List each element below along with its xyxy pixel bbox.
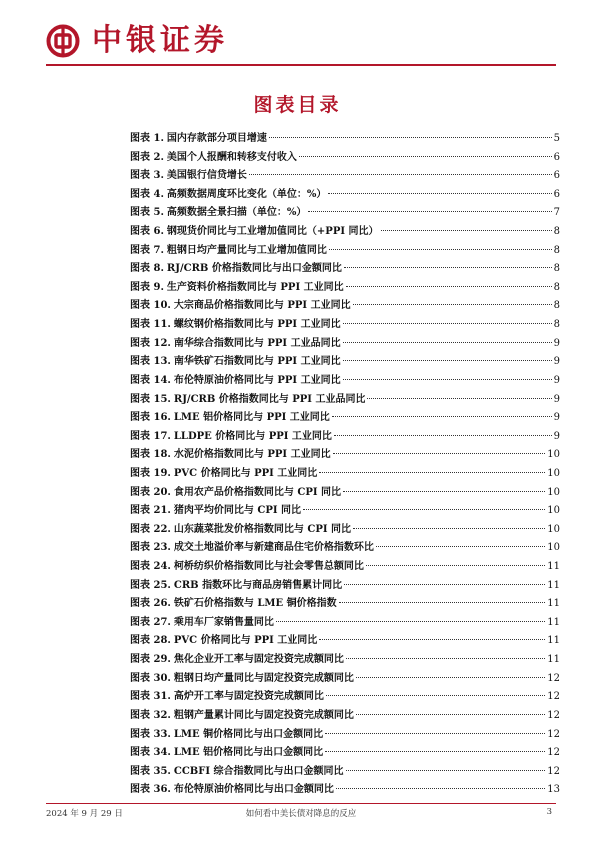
toc-entry[interactable] bbox=[130, 223, 560, 242]
toc-entry-label: 图表 6. bbox=[130, 226, 164, 238]
page-header bbox=[0, 0, 595, 70]
toc-entry-title: 高频数据周度环比变化（单位：%） bbox=[166, 188, 327, 200]
toc-entry-page: 12 bbox=[547, 747, 560, 759]
bank-of-china-logo-icon bbox=[46, 24, 80, 58]
toc-entry-label: 图表 32. bbox=[130, 709, 171, 721]
toc-entry[interactable] bbox=[130, 446, 560, 465]
toc-entry-label: 图表 30. bbox=[130, 672, 171, 684]
toc-entry-title: RJ/CRB 价格指数同比与 PPI 工业品同比 bbox=[173, 393, 366, 405]
toc-entry-title: 焦化企业开工率与固定投资完成额同比 bbox=[173, 654, 344, 666]
toc-entry[interactable] bbox=[130, 260, 560, 279]
toc-dot-leader bbox=[269, 137, 552, 138]
toc-entry-label: 图表 7. bbox=[130, 244, 164, 256]
toc-entry[interactable] bbox=[130, 763, 560, 782]
toc-list bbox=[130, 130, 560, 800]
toc-dot-leader bbox=[303, 509, 545, 510]
toc-entry-page: 11 bbox=[547, 654, 560, 666]
toc-entry-label: 图表 18. bbox=[130, 449, 171, 461]
toc-entry-page: 9 bbox=[553, 374, 560, 386]
toc-entry-title: 乘用车厂家销售量同比 bbox=[173, 616, 274, 628]
toc-entry-title: 生产资料价格指数同比与 PPI 工业同比 bbox=[166, 281, 344, 293]
toc-entry[interactable] bbox=[130, 502, 560, 521]
toc-dot-leader bbox=[376, 546, 545, 547]
toc-entry[interactable] bbox=[130, 372, 560, 391]
toc-entry[interactable] bbox=[130, 316, 560, 335]
toc-entry-label: 图表 33. bbox=[130, 728, 171, 740]
toc-entry-title: 高炉开工率与固定投资完成额同比 bbox=[173, 691, 324, 703]
toc-entry[interactable] bbox=[130, 484, 560, 503]
toc-entry[interactable] bbox=[130, 688, 560, 707]
toc-entry-page: 10 bbox=[547, 523, 560, 535]
footer-date: 2024 年 9 月 29 日 bbox=[46, 809, 123, 819]
toc-entry-label: 图表 26. bbox=[130, 598, 171, 610]
toc-entry-title: 钢现货价同比与工业增加值同比（+PPI 同比） bbox=[166, 226, 379, 238]
toc-entry-page: 12 bbox=[547, 672, 560, 684]
toc-entry-title: 南华铁矿石指数同比与 PPI 工业同比 bbox=[173, 356, 341, 368]
toc-entry-page: 10 bbox=[547, 449, 560, 461]
toc-entry-label: 图表 12. bbox=[130, 337, 171, 349]
toc-dot-leader bbox=[299, 156, 552, 157]
toc-entry[interactable] bbox=[130, 577, 560, 596]
toc-dot-leader bbox=[356, 677, 545, 678]
toc-dot-leader bbox=[333, 453, 546, 454]
toc-entry-label: 图表 20. bbox=[130, 486, 171, 498]
toc-entry-page: 11 bbox=[547, 598, 560, 610]
toc-entry[interactable] bbox=[130, 279, 560, 298]
toc-entry-label: 图表 10. bbox=[130, 300, 171, 312]
toc-entry-title: 南华综合指数同比与 PPI 工业品同比 bbox=[173, 337, 341, 349]
toc-entry-page: 9 bbox=[553, 412, 560, 424]
toc-entry-page: 10 bbox=[547, 542, 560, 554]
toc-dot-leader bbox=[334, 435, 552, 436]
toc-dot-leader bbox=[344, 267, 552, 268]
toc-entry[interactable] bbox=[130, 353, 560, 372]
toc-dot-leader bbox=[308, 211, 551, 212]
toc-entry-page: 8 bbox=[553, 263, 560, 275]
brand-name: 中银证券 bbox=[92, 23, 228, 58]
toc-entry-page: 11 bbox=[547, 635, 560, 647]
toc-entry-title: PVC 价格同比与 PPI 工业同比 bbox=[173, 635, 318, 647]
toc-entry-label: 图表 34. bbox=[130, 747, 171, 759]
toc-entry-title: LME 铝价格同比与 PPI 工业同比 bbox=[173, 412, 330, 424]
toc-entry-page: 8 bbox=[553, 281, 560, 293]
toc-entry-title: 美国个人报酬和转移支付收入 bbox=[166, 151, 297, 163]
toc-dot-leader bbox=[381, 230, 552, 231]
toc-entry-page: 8 bbox=[553, 244, 560, 256]
toc-entry-title: LLDPE 价格同比与 PPI 工业同比 bbox=[173, 430, 332, 442]
toc-entry-label: 图表 31. bbox=[130, 691, 171, 703]
toc-entry[interactable] bbox=[130, 409, 560, 428]
toc-dot-leader bbox=[343, 491, 545, 492]
toc-entry-title: 水泥价格指数同比与 PPI 工业同比 bbox=[173, 449, 331, 461]
toc-entry[interactable] bbox=[130, 614, 560, 633]
toc-entry[interactable] bbox=[130, 465, 560, 484]
toc-entry[interactable] bbox=[130, 744, 560, 763]
toc-entry-label: 图表 19. bbox=[130, 467, 171, 479]
toc-dot-leader bbox=[328, 193, 551, 194]
toc-entry-label: 图表 36. bbox=[130, 784, 171, 796]
toc-entry-label: 图表 14. bbox=[130, 374, 171, 386]
toc-entry[interactable] bbox=[130, 167, 560, 186]
toc-entry-page: 10 bbox=[547, 486, 560, 498]
toc-entry[interactable] bbox=[130, 297, 560, 316]
toc-entry-title: CCBFI 综合指数同比与出口金额同比 bbox=[173, 765, 344, 777]
toc-dot-leader bbox=[346, 770, 546, 771]
toc-entry[interactable] bbox=[130, 130, 560, 149]
toc-entry[interactable] bbox=[130, 391, 560, 410]
toc-entry-label: 图表 25. bbox=[130, 579, 171, 591]
toc-entry-title: 高频数据全景扫描（单位：%） bbox=[166, 207, 307, 219]
toc-entry-page: 12 bbox=[547, 709, 560, 721]
toc-dot-leader bbox=[353, 304, 552, 305]
toc-dot-leader bbox=[325, 733, 545, 734]
toc-entry[interactable] bbox=[130, 670, 560, 689]
toc-dot-leader bbox=[356, 714, 545, 715]
toc-entry-title: 螺纹钢价格指数同比与 PPI 工业同比 bbox=[173, 319, 341, 331]
toc-entry-page: 12 bbox=[547, 691, 560, 703]
toc-entry-page: 8 bbox=[553, 319, 560, 331]
page-footer bbox=[46, 807, 556, 823]
toc-entry-label: 图表 23. bbox=[130, 542, 171, 554]
toc-entry-title: CRB 指数环比与商品房销售累计同比 bbox=[173, 579, 343, 591]
toc-entry[interactable] bbox=[130, 242, 560, 261]
toc-entry-title: 布伦特原油价格同比与 PPI 工业同比 bbox=[173, 374, 341, 386]
toc-entry-page: 8 bbox=[553, 300, 560, 312]
toc-dot-leader bbox=[353, 528, 545, 529]
footer-page-number: 3 bbox=[546, 807, 552, 817]
toc-entry-label: 图表 29. bbox=[130, 654, 171, 666]
toc-entry-label: 图表 1. bbox=[130, 133, 164, 144]
footer-report-title: 如何看中美长债对降息的反应 bbox=[245, 809, 357, 819]
toc-dot-leader bbox=[343, 342, 552, 343]
toc-dot-leader bbox=[339, 602, 546, 603]
toc-entry-label: 图表 5. bbox=[130, 207, 164, 219]
toc-title: 图表目录 bbox=[253, 94, 342, 116]
toc-entry-page: 7 bbox=[553, 207, 560, 219]
toc-entry-page: 11 bbox=[547, 561, 560, 573]
toc-entry-title: 铁矿石价格指数与 LME 铜价格指数 bbox=[173, 598, 337, 610]
toc-entry[interactable] bbox=[130, 521, 560, 540]
toc-entry-label: 图表 2. bbox=[130, 151, 164, 163]
toc-entry-page: 9 bbox=[553, 430, 560, 442]
toc-dot-leader bbox=[329, 249, 552, 250]
toc-entry-title: LME 铝价格同比与出口金额同比 bbox=[173, 747, 324, 759]
toc-entry-title: 大宗商品价格指数同比与 PPI 工业同比 bbox=[173, 300, 351, 312]
toc-entry[interactable] bbox=[130, 707, 560, 726]
toc-entry-title: 粗钢日均产量同比与工业增加值同比 bbox=[166, 244, 327, 256]
toc-entry-page: 12 bbox=[547, 728, 560, 740]
toc-entry-label: 图表 24. bbox=[130, 561, 171, 573]
toc-dot-leader bbox=[319, 472, 545, 473]
toc-entry-title: 粗钢日均产量同比与固定投资完成额同比 bbox=[173, 672, 354, 684]
toc-entry[interactable] bbox=[130, 186, 560, 205]
toc-entry[interactable] bbox=[130, 595, 560, 614]
toc-dot-leader bbox=[326, 695, 545, 696]
toc-entry-label: 图表 28. bbox=[130, 635, 171, 647]
toc-entry-page: 12 bbox=[547, 765, 560, 777]
toc-dot-leader bbox=[343, 379, 552, 380]
toc-dot-leader bbox=[276, 621, 545, 622]
toc-entry-title: 山东蔬菜批发价格指数同比与 CPI 同比 bbox=[173, 523, 352, 535]
toc-entry-label: 图表 3. bbox=[130, 170, 164, 182]
toc-dot-leader bbox=[319, 639, 545, 640]
toc-entry[interactable] bbox=[130, 539, 560, 558]
toc-entry-label: 图表 8. bbox=[130, 263, 164, 275]
toc-dot-leader bbox=[344, 584, 545, 585]
toc-entry-title: RJ/CRB 价格指数同比与出口金额同比 bbox=[166, 263, 342, 275]
toc-entry-page: 9 bbox=[553, 356, 560, 368]
toc-entry-label: 图表 15. bbox=[130, 393, 171, 405]
toc-dot-leader bbox=[336, 788, 545, 789]
toc-entry-label: 图表 11. bbox=[130, 319, 171, 331]
toc-entry-page: 5 bbox=[553, 133, 560, 144]
toc-entry[interactable] bbox=[130, 204, 560, 223]
toc-entry-title: PVC 价格同比与 PPI 工业同比 bbox=[173, 467, 318, 479]
toc-entry-page: 9 bbox=[553, 393, 560, 405]
toc-dot-leader bbox=[343, 360, 552, 361]
toc-dot-leader bbox=[367, 398, 551, 399]
toc-entry-page: 11 bbox=[547, 616, 560, 628]
toc-entry[interactable] bbox=[130, 428, 560, 447]
toc-entry-title: LME 铜价格同比与出口金额同比 bbox=[173, 728, 324, 740]
toc-entry-title: 猪肉平均价同比与 CPI 同比 bbox=[173, 505, 302, 517]
toc-entry[interactable] bbox=[130, 149, 560, 168]
toc-dot-leader bbox=[325, 751, 545, 752]
toc-entry-page: 6 bbox=[553, 188, 560, 200]
toc-entry-title: 粗钢产量累计同比与固定投资完成额同比 bbox=[173, 709, 354, 721]
toc-entry-label: 图表 13. bbox=[130, 356, 171, 368]
toc-entry-page: 9 bbox=[553, 337, 560, 349]
toc-entry-page: 10 bbox=[547, 505, 560, 517]
toc-dot-leader bbox=[249, 174, 552, 175]
toc-dot-leader bbox=[346, 286, 552, 287]
toc-entry[interactable] bbox=[130, 335, 560, 354]
toc-dot-leader bbox=[366, 565, 545, 566]
toc-entry[interactable] bbox=[130, 726, 560, 745]
toc-entry[interactable] bbox=[130, 558, 560, 577]
footer-divider bbox=[46, 803, 556, 804]
toc-dot-leader bbox=[346, 658, 545, 659]
toc-dot-leader bbox=[332, 416, 552, 417]
toc-entry-page: 6 bbox=[553, 170, 560, 182]
toc-entry-page: 13 bbox=[547, 784, 560, 796]
toc-entry[interactable] bbox=[130, 781, 560, 800]
toc-entry-label: 图表 35. bbox=[130, 765, 171, 777]
toc-entry-title: 布伦特原油价格同比与出口金额同比 bbox=[173, 784, 334, 796]
header-divider bbox=[46, 64, 556, 66]
toc-entry-title: 美国银行信贷增长 bbox=[166, 170, 247, 182]
toc-entry-label: 图表 17. bbox=[130, 430, 171, 442]
toc-entry-label: 图表 9. bbox=[130, 281, 164, 293]
toc-entry-page: 6 bbox=[553, 151, 560, 163]
toc-entry-title: 柯桥纺织价格指数同比与社会零售总额同比 bbox=[173, 561, 364, 573]
toc-entry-label: 图表 16. bbox=[130, 412, 171, 424]
toc-entry[interactable] bbox=[130, 651, 560, 670]
toc-entry-label: 图表 4. bbox=[130, 188, 164, 200]
toc-entry-page: 10 bbox=[547, 467, 560, 479]
toc-entry-label: 图表 27. bbox=[130, 616, 171, 628]
toc-entry-label: 图表 22. bbox=[130, 523, 171, 535]
toc-entry-page: 11 bbox=[547, 579, 560, 591]
toc-dot-leader bbox=[343, 323, 552, 324]
toc-entry-label: 图表 21. bbox=[130, 505, 171, 517]
toc-entry-title: 成交土地溢价率与新建商品住宅价格指数环比 bbox=[173, 542, 374, 554]
toc-entry-title: 国内存款部分项目增速 bbox=[166, 133, 267, 144]
toc-entry[interactable] bbox=[130, 632, 560, 651]
toc-entry-page: 8 bbox=[553, 226, 560, 238]
toc-entry-title: 食用农产品价格指数同比与 CPI 同比 bbox=[173, 486, 342, 498]
